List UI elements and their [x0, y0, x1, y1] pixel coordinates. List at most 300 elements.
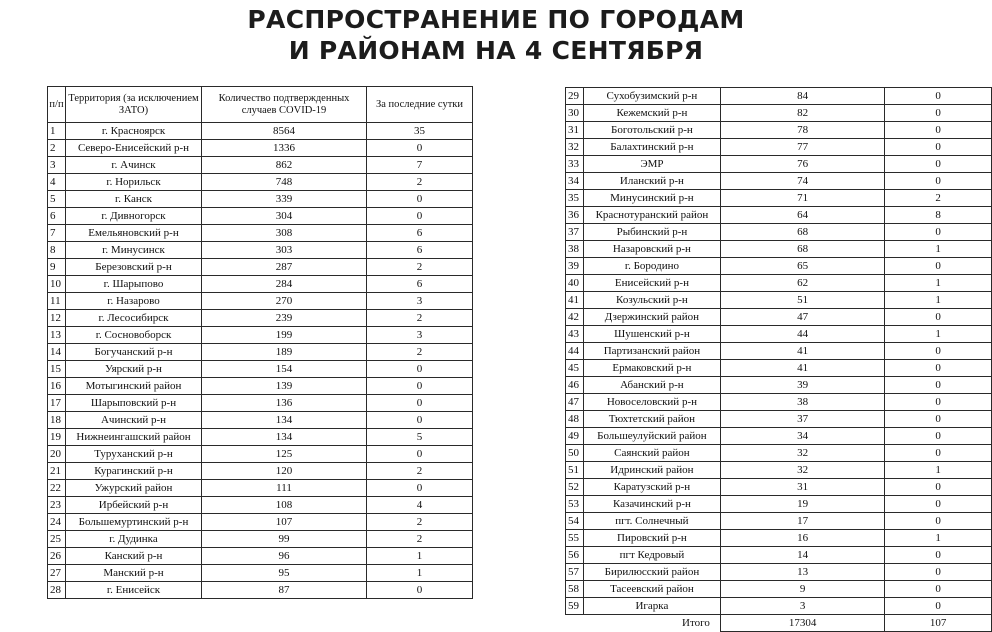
row-confirmed: 9: [720, 581, 884, 598]
table-row: [566, 173, 992, 190]
row-territory: пгт Кедровый: [583, 547, 720, 564]
table-row: [48, 463, 473, 480]
row-confirmed: 134: [202, 412, 367, 429]
row-confirmed: 44: [720, 326, 884, 343]
row-daily: 0: [885, 394, 992, 411]
row-number: 41: [566, 292, 584, 309]
table-row: [48, 259, 473, 276]
row-number: 58: [566, 581, 584, 598]
row-daily: 2: [367, 531, 473, 548]
table-row: [48, 514, 473, 531]
title-line-1: РАСПРОСТРАНЕНИЕ ПО ГОРОДАМ: [247, 5, 745, 34]
total-confirmed: 17304: [720, 615, 884, 632]
row-territory: г. Канск: [66, 191, 202, 208]
row-territory: Большеулуйский район: [583, 428, 720, 445]
title-line-2: И РАЙОНАМ НА 4 СЕНТЯБРЯ: [288, 36, 704, 65]
row-confirmed: 3: [720, 598, 884, 615]
row-confirmed: 31: [720, 479, 884, 496]
row-number: 3: [48, 157, 66, 174]
row-daily: 0: [885, 88, 992, 105]
table-row: [566, 224, 992, 241]
row-territory: Краснотуранский район: [583, 207, 720, 224]
row-daily: 2: [367, 463, 473, 480]
table-row: [566, 241, 992, 258]
row-territory: Мотыгинский район: [66, 378, 202, 395]
row-daily: 2: [367, 310, 473, 327]
row-number: 36: [566, 207, 584, 224]
row-territory: Шарыповский р-н: [66, 395, 202, 412]
row-number: 16: [48, 378, 66, 395]
row-territory: Ирбейский р-н: [66, 497, 202, 514]
table-row: [566, 564, 992, 581]
row-daily: 0: [885, 122, 992, 139]
table-row: [48, 378, 473, 395]
table-row: [566, 360, 992, 377]
row-daily: 1: [885, 530, 992, 547]
row-number: 45: [566, 360, 584, 377]
row-confirmed: 8564: [202, 123, 367, 140]
row-daily: 0: [885, 156, 992, 173]
table-row: [48, 565, 473, 582]
row-territory: г. Шарыпово: [66, 276, 202, 293]
row-territory: Рыбинский р-н: [583, 224, 720, 241]
row-confirmed: 199: [202, 327, 367, 344]
row-confirmed: 748: [202, 174, 367, 191]
row-territory: Бирилюсский район: [583, 564, 720, 581]
row-daily: 7: [367, 157, 473, 174]
row-territory: Балахтинский р-н: [583, 139, 720, 156]
table-row: [566, 190, 992, 207]
row-daily: 3: [367, 293, 473, 310]
row-territory: г. Норильск: [66, 174, 202, 191]
table-row: [48, 208, 473, 225]
page-title: [0, 4, 992, 66]
table-row: [566, 292, 992, 309]
row-number: 43: [566, 326, 584, 343]
row-territory: Дзержинский район: [583, 309, 720, 326]
row-number: 20: [48, 446, 66, 463]
row-number: 27: [48, 565, 66, 582]
row-number: 13: [48, 327, 66, 344]
row-number: 14: [48, 344, 66, 361]
table-row: [566, 598, 992, 615]
row-daily: 0: [885, 105, 992, 122]
row-territory: Нижнеингашский район: [66, 429, 202, 446]
table-row: [48, 344, 473, 361]
row-confirmed: 14: [720, 547, 884, 564]
row-number: 49: [566, 428, 584, 445]
row-number: 18: [48, 412, 66, 429]
row-daily: 0: [367, 378, 473, 395]
row-daily: 0: [885, 224, 992, 241]
row-number: 30: [566, 105, 584, 122]
row-confirmed: 339: [202, 191, 367, 208]
table-row: [566, 462, 992, 479]
row-daily: 1: [367, 548, 473, 565]
row-daily: 0: [885, 547, 992, 564]
table-row: [566, 258, 992, 275]
total-row: [566, 615, 992, 632]
row-number: 28: [48, 582, 66, 599]
table-row: [48, 480, 473, 497]
row-territory: Каратузский р-н: [583, 479, 720, 496]
row-confirmed: 41: [720, 360, 884, 377]
row-daily: 0: [367, 191, 473, 208]
row-territory: Партизанский район: [583, 343, 720, 360]
table-row: [48, 497, 473, 514]
table-row: [48, 293, 473, 310]
row-territory: Идринский район: [583, 462, 720, 479]
table-row: [48, 157, 473, 174]
row-confirmed: 304: [202, 208, 367, 225]
row-territory: Ачинский р-н: [66, 412, 202, 429]
table-row: [48, 395, 473, 412]
total-daily: 107: [885, 615, 992, 632]
row-territory: Енисейский р-н: [583, 275, 720, 292]
row-confirmed: 308: [202, 225, 367, 242]
row-confirmed: 189: [202, 344, 367, 361]
row-territory: Боготольский р-н: [583, 122, 720, 139]
row-confirmed: 111: [202, 480, 367, 497]
row-confirmed: 76: [720, 156, 884, 173]
table-row: [566, 513, 992, 530]
row-number: 34: [566, 173, 584, 190]
row-daily: 1: [367, 565, 473, 582]
row-daily: 2: [367, 259, 473, 276]
row-number: 12: [48, 310, 66, 327]
row-confirmed: 87: [202, 582, 367, 599]
table-row: [48, 361, 473, 378]
row-number: 40: [566, 275, 584, 292]
table-row: [566, 445, 992, 462]
right-table: [565, 87, 992, 632]
row-daily: 6: [367, 276, 473, 293]
header-num: п/п: [48, 87, 66, 123]
left-table: [47, 86, 473, 599]
row-number: 56: [566, 547, 584, 564]
row-number: 19: [48, 429, 66, 446]
row-number: 39: [566, 258, 584, 275]
row-number: 32: [566, 139, 584, 156]
row-confirmed: 239: [202, 310, 367, 327]
row-territory: г. Бородино: [583, 258, 720, 275]
row-number: 1: [48, 123, 66, 140]
row-territory: Тюхтетский район: [583, 411, 720, 428]
table-row: [566, 479, 992, 496]
row-daily: 1: [885, 326, 992, 343]
row-daily: 6: [367, 242, 473, 259]
row-daily: 0: [367, 208, 473, 225]
row-territory: Новоселовский р-н: [583, 394, 720, 411]
row-confirmed: 82: [720, 105, 884, 122]
row-daily: 0: [885, 173, 992, 190]
row-number: 21: [48, 463, 66, 480]
row-territory: Сухобузимский р-н: [583, 88, 720, 105]
table-row: [48, 327, 473, 344]
table-row: [566, 394, 992, 411]
row-daily: 0: [885, 445, 992, 462]
table-row: [48, 242, 473, 259]
row-number: 9: [48, 259, 66, 276]
table-row: [48, 548, 473, 565]
row-number: 6: [48, 208, 66, 225]
row-daily: 0: [885, 258, 992, 275]
row-daily: 0: [885, 564, 992, 581]
row-territory: Казачинский р-н: [583, 496, 720, 513]
row-confirmed: 65: [720, 258, 884, 275]
row-confirmed: 108: [202, 497, 367, 514]
table-row: [48, 310, 473, 327]
row-number: 24: [48, 514, 66, 531]
row-number: 59: [566, 598, 584, 615]
row-daily: 35: [367, 123, 473, 140]
row-confirmed: 38: [720, 394, 884, 411]
row-number: 48: [566, 411, 584, 428]
row-daily: 3: [367, 327, 473, 344]
row-number: 35: [566, 190, 584, 207]
row-daily: 0: [885, 496, 992, 513]
row-territory: Большемуртинский р-н: [66, 514, 202, 531]
row-territory: пгт. Солнечный: [583, 513, 720, 530]
row-territory: Северо-Енисейский р-н: [66, 140, 202, 157]
table-row: [566, 122, 992, 139]
row-number: 44: [566, 343, 584, 360]
table-row: [566, 88, 992, 105]
row-territory: Шушенский р-н: [583, 326, 720, 343]
total-label: Итого: [583, 615, 720, 632]
row-number: 8: [48, 242, 66, 259]
table-row: [48, 123, 473, 140]
table-row: [48, 429, 473, 446]
row-territory: Туруханский р-н: [66, 446, 202, 463]
row-number: 38: [566, 241, 584, 258]
row-number: 29: [566, 88, 584, 105]
row-confirmed: 120: [202, 463, 367, 480]
row-number: 55: [566, 530, 584, 547]
table-row: [48, 276, 473, 293]
row-daily: 0: [367, 412, 473, 429]
row-daily: 0: [885, 139, 992, 156]
row-daily: 0: [885, 513, 992, 530]
row-daily: 5: [367, 429, 473, 446]
row-confirmed: 62: [720, 275, 884, 292]
row-number: 57: [566, 564, 584, 581]
row-daily: 0: [885, 428, 992, 445]
row-daily: 0: [367, 446, 473, 463]
row-territory: Ужурский район: [66, 480, 202, 497]
row-confirmed: 139: [202, 378, 367, 395]
row-territory: Назаровский р-н: [583, 241, 720, 258]
left-table-body: [48, 123, 473, 599]
row-confirmed: 16: [720, 530, 884, 547]
row-territory: Саянский район: [583, 445, 720, 462]
row-number: 5: [48, 191, 66, 208]
row-daily: 6: [367, 225, 473, 242]
row-confirmed: 19: [720, 496, 884, 513]
table-row: [566, 309, 992, 326]
row-confirmed: 303: [202, 242, 367, 259]
row-daily: 2: [367, 514, 473, 531]
row-confirmed: 39: [720, 377, 884, 394]
row-confirmed: 71: [720, 190, 884, 207]
table-header-row: [48, 87, 473, 123]
row-confirmed: 107: [202, 514, 367, 531]
table-row: [566, 496, 992, 513]
row-confirmed: 134: [202, 429, 367, 446]
table-row: [48, 225, 473, 242]
row-number: 50: [566, 445, 584, 462]
table-row: [566, 411, 992, 428]
row-number: 15: [48, 361, 66, 378]
row-daily: 0: [885, 598, 992, 615]
header-confirmed: Количество подтвержденных случаев COVID-19: [202, 87, 367, 123]
row-daily: 0: [367, 361, 473, 378]
row-number: 54: [566, 513, 584, 530]
row-number: 17: [48, 395, 66, 412]
row-confirmed: 270: [202, 293, 367, 310]
row-daily: 2: [367, 174, 473, 191]
row-daily: 1: [885, 241, 992, 258]
header-daily: За последние сутки: [367, 87, 473, 123]
row-territory: Кежемский р-н: [583, 105, 720, 122]
row-territory: Уярский р-н: [66, 361, 202, 378]
row-daily: 0: [367, 395, 473, 412]
row-confirmed: 13: [720, 564, 884, 581]
row-daily: 0: [367, 582, 473, 599]
table-row: [48, 582, 473, 599]
row-number: 4: [48, 174, 66, 191]
table-row: [566, 139, 992, 156]
row-confirmed: 64: [720, 207, 884, 224]
table-row: [566, 530, 992, 547]
row-confirmed: 284: [202, 276, 367, 293]
row-number: 22: [48, 480, 66, 497]
row-territory: Пировский р-н: [583, 530, 720, 547]
row-number: 2: [48, 140, 66, 157]
table-row: [566, 105, 992, 122]
row-territory: Козульский р-н: [583, 292, 720, 309]
row-confirmed: 78: [720, 122, 884, 139]
row-confirmed: 95: [202, 565, 367, 582]
row-number: 7: [48, 225, 66, 242]
table-row: [48, 531, 473, 548]
row-territory: г. Ачинск: [66, 157, 202, 174]
table-row: [566, 343, 992, 360]
right-table-body: [566, 88, 992, 615]
row-territory: г. Лесосибирск: [66, 310, 202, 327]
row-daily: 0: [885, 581, 992, 598]
row-confirmed: 17: [720, 513, 884, 530]
row-confirmed: 287: [202, 259, 367, 276]
row-confirmed: 99: [202, 531, 367, 548]
row-territory: г. Енисейск: [66, 582, 202, 599]
row-daily: 0: [885, 479, 992, 496]
row-territory: г. Дивногорск: [66, 208, 202, 225]
row-territory: Тасеевский район: [583, 581, 720, 598]
row-daily: 0: [367, 480, 473, 497]
row-territory: Манский р-н: [66, 565, 202, 582]
row-territory: Богучанский р-н: [66, 344, 202, 361]
row-daily: 4: [367, 497, 473, 514]
row-daily: 1: [885, 462, 992, 479]
row-confirmed: 41: [720, 343, 884, 360]
row-territory: Канский р-н: [66, 548, 202, 565]
row-number: 23: [48, 497, 66, 514]
table-row: [48, 191, 473, 208]
row-daily: 0: [885, 411, 992, 428]
row-territory: г. Красноярск: [66, 123, 202, 140]
table-row: [48, 412, 473, 429]
row-number: 25: [48, 531, 66, 548]
table-row: [566, 581, 992, 598]
row-number: 10: [48, 276, 66, 293]
row-confirmed: 74: [720, 173, 884, 190]
table-row: [566, 326, 992, 343]
row-confirmed: 77: [720, 139, 884, 156]
table-row: [566, 207, 992, 224]
row-territory: Емельяновский р-н: [66, 225, 202, 242]
table-row: [48, 446, 473, 463]
row-confirmed: 37: [720, 411, 884, 428]
row-confirmed: 862: [202, 157, 367, 174]
row-daily: 1: [885, 292, 992, 309]
row-number: 11: [48, 293, 66, 310]
table-row: [566, 428, 992, 445]
row-confirmed: 84: [720, 88, 884, 105]
row-territory: г. Сосновоборск: [66, 327, 202, 344]
row-daily: 0: [885, 309, 992, 326]
row-confirmed: 32: [720, 445, 884, 462]
row-confirmed: 47: [720, 309, 884, 326]
row-confirmed: 136: [202, 395, 367, 412]
row-daily: 2: [367, 344, 473, 361]
row-number: 37: [566, 224, 584, 241]
row-number: 42: [566, 309, 584, 326]
table-row: [566, 275, 992, 292]
row-number: 31: [566, 122, 584, 139]
table-row: [566, 547, 992, 564]
row-territory: г. Дудинка: [66, 531, 202, 548]
row-confirmed: 96: [202, 548, 367, 565]
header-territory: Территория (за исключением ЗАТО): [66, 87, 202, 123]
row-territory: ЭМР: [583, 156, 720, 173]
row-number: 47: [566, 394, 584, 411]
row-territory: Иланский р-н: [583, 173, 720, 190]
row-number: 52: [566, 479, 584, 496]
row-territory: Березовский р-н: [66, 259, 202, 276]
row-territory: Игарка: [583, 598, 720, 615]
row-number: 53: [566, 496, 584, 513]
row-daily: 1: [885, 275, 992, 292]
row-confirmed: 154: [202, 361, 367, 378]
table-row: [48, 140, 473, 157]
row-territory: Абанский р-н: [583, 377, 720, 394]
row-territory: г. Минусинск: [66, 242, 202, 259]
row-confirmed: 1336: [202, 140, 367, 157]
row-confirmed: 32: [720, 462, 884, 479]
row-number: 33: [566, 156, 584, 173]
row-territory: Минусинский р-н: [583, 190, 720, 207]
row-number: 46: [566, 377, 584, 394]
row-territory: Ермаковский р-н: [583, 360, 720, 377]
row-territory: Курагинский р-н: [66, 463, 202, 480]
row-daily: 0: [885, 343, 992, 360]
row-number: 26: [48, 548, 66, 565]
row-daily: 2: [885, 190, 992, 207]
row-confirmed: 51: [720, 292, 884, 309]
row-confirmed: 34: [720, 428, 884, 445]
row-confirmed: 68: [720, 241, 884, 258]
